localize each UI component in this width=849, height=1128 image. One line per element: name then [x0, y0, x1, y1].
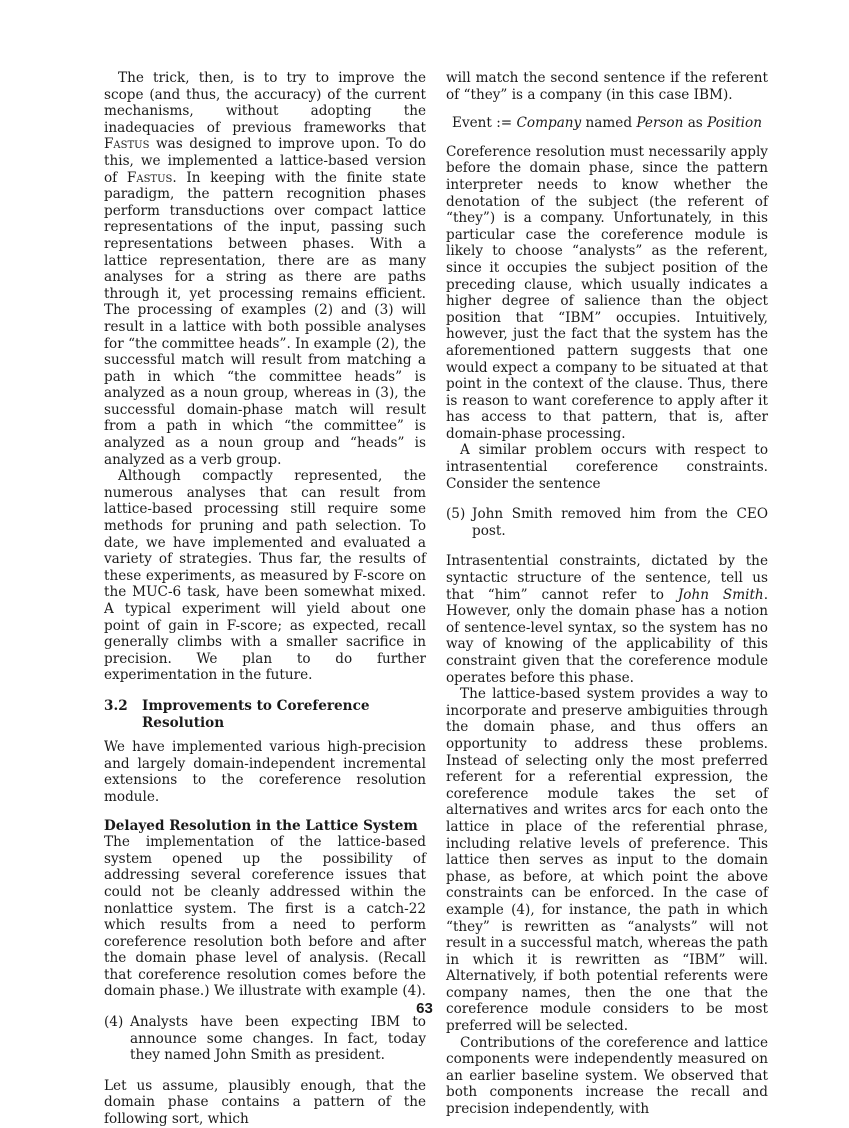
paragraph: We have implemented various high-precision and largely domain-independent incremental extensions to the coreference resolution module. [104, 739, 426, 805]
example-number: (4) [104, 1014, 124, 1031]
system-name: Fastus [126, 169, 173, 186]
system-name: Fastus [104, 136, 150, 153]
paragraph: Contributions of the coreference and lattice components were independently measured on an earlier baseline system. We observed that both components increase the recall and precision independently, with [446, 1034, 768, 1118]
section-heading [104, 698, 426, 731]
paragraph: Coreference resolution must necessarily apply before the domain phase, since the pattern interpreter needs to know whether the denotation of the subject (the referent of “they”) is a company. Unfortunately, in this particular case the coreference module is likely to choose “analysts” as the referent, since it occupies the subject position of the preceding clause, which usually indicates a higher degree of salience than the object position that “IBM” occupies. Intuitively, however, just the fact that the system has the aforementioned pattern suggests that one would expect a company to be situated at that point in the context of the clause. Thus, there is reason to want coreference to apply after it has access to that pattern, that is, after domain-phase processing. [446, 143, 768, 442]
example-5 [446, 506, 768, 539]
paragraph: Although compactly represented, the numerous analyses that can result from lattice-based processing still require some methods for pruning and path selection. To date, we have implemented and evaluated a variety of strategies. Thus far, the results of these experiments, as measured by F-score on the MUC-6 task, have been somewhat mixed. A typical experiment will yield about one point of gain in F-score; as expected, recall generally climbs with a smaller sacrifice in precision. We plan to do further experimentation in the future. [104, 468, 426, 684]
example-text: John Smith removed him from the CEO post. [472, 506, 768, 539]
paragraph: The lattice-based system provides a way to incorporate and preserve ambiguities through the domain phase, and thus offers an opportunity to address these problems. Instead of selecting only the most preferred referent for a referential expression, the coreference module takes the set of alternatives and writes arcs for each onto the lattice in place of the referential phrase, including relative levels of preference. This lattice then serves as input to the domain phase, as before, at which point the above constraints can be enforced. In the case of example (4), for instance, the path in which “they” is rewritten as “analysts” will not result in a successful match, whereas the path in which it is rewritten as “IBM” will. Alternatively, if both potential referents were company names, then the one that the coreference module considers to be most preferred will be selected. [446, 686, 768, 1035]
right-column [446, 70, 768, 1118]
section-number: 3.2 [104, 697, 128, 714]
paragraph: Let us assume, plausibly enough, that the domain phase contains a pattern of the following sort, which [104, 1077, 426, 1128]
example-4 [104, 1014, 426, 1064]
example-number: (5) [446, 506, 466, 523]
paragraph: The trick, then, is to try to improve the scope (and thus, the accuracy) of the current mechanisms, without adopting the inadequacies of previous frameworks that Fastus was designed to improve upon. To do this, we implemented a lattice-based version of Fastus. In keeping with the finite state paradigm, the pattern recognition phases perform transductions over compact lattice representations of the input, passing such representations between phases. With a lattice representation, there are as many analyses for a string as there are paths through it, yet processing remains efficient. The processing of examples (2) and (3) will result in a lattice with both possible analyses for “the committee heads”. In example (2), the successful match will result from matching a path in which “the committee heads” is analyzed as a noun group, whereas in (3), the successful domain-phase match will result from a path in which “the committee” is analyzed as a noun group and “heads” is analyzed as a verb group. [104, 70, 426, 468]
left-column [104, 70, 426, 1128]
section-title: Improvements to Coreference Resolution [142, 697, 370, 731]
example-text: Analysts have been expecting IBM to announce some changes. In fact, today they named John Smith as president. [130, 1014, 426, 1064]
paragraph: A similar problem occurs with respect to intrasentential coreference constraints. Consider the sentence [446, 442, 768, 492]
paragraph: Intrasentential constraints, dictated by the syntactic structure of the sentence, tell us that “him” cannot refer to John Smith. However, only the domain phase has a notion of sentence-level syntax, so the system has no way of knowing of the applicability of this constraint given that the coreference module operates before this phase. [446, 553, 769, 686]
paragraph: will match the second sentence if the referent of “they” is a company (in this case IBM). [446, 70, 768, 103]
paragraph: The implementation of the lattice-based system opened up the possibility of addressing several coreference issues that could not be cleanly addressed within the nonlattice system. The first is a catch-22 which results from a need to perform coreference resolution both before and after the domain phase level of analysis. (Recall that coreference resolution comes before the domain phase.) We illustrate with example (4). [104, 834, 426, 1000]
subsection-heading: Delayed Resolution in the Lattice System [104, 817, 418, 834]
pattern-rule: Event := Company named Person as Position [452, 115, 762, 132]
page-number: 63 [416, 1000, 433, 1017]
